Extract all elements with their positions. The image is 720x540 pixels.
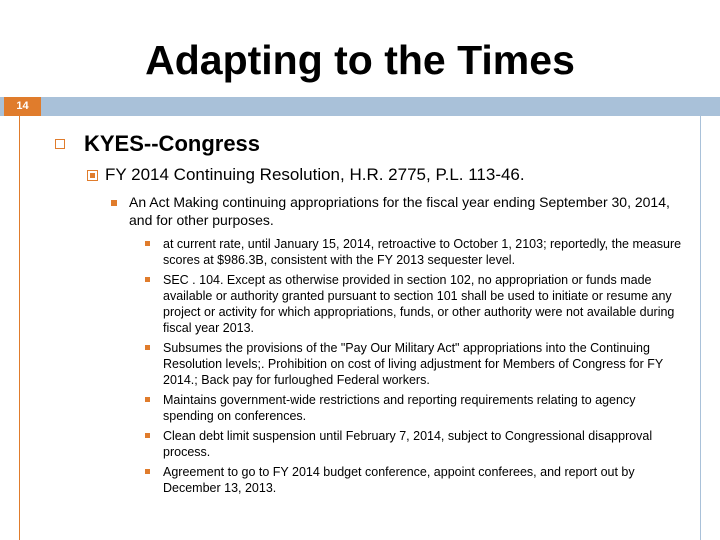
list-item-text: Agreement to go to FY 2014 budget conference, appoint conferees, and report out by December 13, 2013.: [163, 465, 635, 495]
square-bullet-icon: [145, 469, 150, 474]
left-accent-line: [19, 116, 20, 540]
list-item: [145, 272, 685, 336]
header-bar: [0, 97, 720, 116]
square-bullet-icon: [145, 277, 150, 282]
page-number: 14: [4, 97, 41, 116]
list-item-text: Clean debt limit suspension until February 7, 2014, subject to Congressional disapproval process.: [163, 429, 653, 459]
square-bullet-icon: [145, 397, 150, 402]
level3-item: An Act Making continuing appropriations for the fiscal year ending September 30, 2014, and for other purposes.: [129, 194, 670, 228]
level1-heading: KYES--Congress: [84, 131, 261, 156]
level2-item: FY 2014 Continuing Resolution, H.R. 2775, P.L. 113-46.: [105, 165, 525, 184]
list-item: [145, 236, 685, 268]
square-bullet-icon: [111, 200, 117, 206]
square-bullet-icon: [145, 241, 150, 246]
level4-list: [145, 236, 685, 500]
square-bullet-icon: [145, 345, 150, 350]
list-item: [145, 464, 685, 496]
hollow-square-bullet-icon: [55, 139, 65, 149]
list-item-text: at current rate, until January 15, 2014, retroactive to October 1, 2103; reportedly, the measure scores at $986.3B, consistent with the FY 2013 sequester level.: [163, 237, 682, 267]
list-item: [145, 428, 685, 460]
list-item: [145, 392, 685, 424]
list-item-text: Subsumes the provisions of the "Pay Our Military Act" appropriations into the Continuing Resolution levels;. Prohibition on cost of living adjustment for Members of Congress for FY 2014.; Back pay for furloughed Federal workers.: [163, 341, 663, 387]
square-bullet-icon: [145, 433, 150, 438]
right-accent-line: [700, 116, 701, 540]
list-item-text: SEC . 104. Except as otherwise provided in section 102, no appropriation or funds made available or authority granted pursuant to section 101 shall be used to initiate or resume any project or activity for which appropriations, funds, or other authority were not available during fiscal year 2013.: [163, 273, 675, 335]
slide-title: Adapting to the Times: [145, 37, 575, 83]
filled-square-bullet-icon: [87, 170, 98, 181]
list-item-text: Maintains government-wide restrictions and reporting requirements relating to agency spending on conferences.: [163, 393, 636, 423]
list-item: [145, 340, 685, 388]
